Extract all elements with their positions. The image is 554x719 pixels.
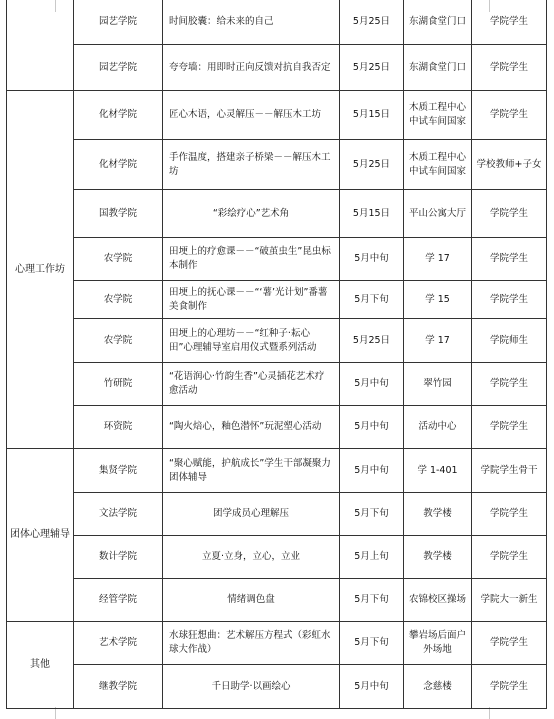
- unit-cell: 化材学院: [74, 91, 163, 140]
- table-row: [7, 363, 547, 406]
- place-cell: 翠竹园: [404, 363, 472, 406]
- unit-cell: 艺术学院: [74, 622, 163, 665]
- audience-cell: 学院学生: [472, 190, 547, 238]
- unit-cell: 农学院: [74, 238, 163, 281]
- unit-cell: 文法学院: [74, 493, 163, 536]
- activity-cell: 田埂上的疗愈课－－“破茧虫生”昆虫标本制作: [163, 238, 340, 281]
- place-cell: 东湖食堂门口: [404, 0, 472, 45]
- activity-schedule-table: [6, 0, 547, 709]
- audience-cell: 学院学生: [472, 406, 547, 449]
- audience-cell: 学院学生骨干: [472, 449, 547, 493]
- place-cell: 教学楼: [404, 493, 472, 536]
- unit-cell: 园艺学院: [74, 0, 163, 45]
- unit-cell: 化材学院: [74, 140, 163, 190]
- category-cell: [7, 0, 74, 91]
- audience-cell: 学院学生: [472, 536, 547, 579]
- audience-cell: 学院大一新生: [472, 579, 547, 622]
- audience-cell: 学院学生: [472, 281, 547, 319]
- table-row: [7, 190, 547, 238]
- table-row: [7, 536, 547, 579]
- activity-cell: “聚心赋能，护航成长”学生干部凝聚力团体辅导: [163, 449, 340, 493]
- table-row: [7, 319, 547, 363]
- place-cell: 活动中心: [404, 406, 472, 449]
- category-cell: 其他: [7, 622, 74, 709]
- place-cell: 念慈楼: [404, 665, 472, 709]
- audience-cell: 学院师生: [472, 319, 547, 363]
- date-cell: 5月下旬: [340, 622, 404, 665]
- audience-cell: 学院学生: [472, 665, 547, 709]
- unit-cell: 环资院: [74, 406, 163, 449]
- table-row: [7, 238, 547, 281]
- unit-cell: 数计学院: [74, 536, 163, 579]
- unit-cell: 竹研院: [74, 363, 163, 406]
- unit-cell: 园艺学院: [74, 45, 163, 91]
- date-cell: 5月中旬: [340, 363, 404, 406]
- table-row: [7, 140, 547, 190]
- activity-cell: 团学成员心理解压: [163, 493, 340, 536]
- date-cell: 5月上旬: [340, 536, 404, 579]
- activity-cell: 水球狂想曲：艺术解压方程式（彩虹水球大作战）: [163, 622, 340, 665]
- table-row: [7, 622, 547, 665]
- activity-cell: 夸夸墙：用即时正向反馈对抗自我否定: [163, 45, 340, 91]
- date-cell: 5月中旬: [340, 449, 404, 493]
- audience-cell: 学院学生: [472, 0, 547, 45]
- audience-cell: 学院学生: [472, 45, 547, 91]
- activity-cell: “彩绘疗心”艺术角: [163, 190, 340, 238]
- date-cell: 5月下旬: [340, 281, 404, 319]
- place-cell: 学 17: [404, 238, 472, 281]
- unit-cell: 农学院: [74, 281, 163, 319]
- audience-cell: 学院学生: [472, 363, 547, 406]
- table-row: [7, 406, 547, 449]
- table-row: [7, 281, 547, 319]
- unit-cell: 经管学院: [74, 579, 163, 622]
- place-cell: 学 17: [404, 319, 472, 363]
- place-cell: 木质工程中心中试车间国家: [404, 91, 472, 140]
- table-row: [7, 579, 547, 622]
- activity-cell: 立夏·立身，立心，立业: [163, 536, 340, 579]
- date-cell: 5月15日: [340, 190, 404, 238]
- audience-cell: 学院学生: [472, 238, 547, 281]
- activity-cell: 匠心木语，心灵解压－－解压木工坊: [163, 91, 340, 140]
- table-row: [7, 665, 547, 709]
- category-cell: 心理工作坊: [7, 91, 74, 449]
- audience-cell: 学院学生: [472, 91, 547, 140]
- activity-cell: 千日助学·以画绘心: [163, 665, 340, 709]
- date-cell: 5月25日: [340, 319, 404, 363]
- place-cell: 农锦校区操场: [404, 579, 472, 622]
- date-cell: 5月25日: [340, 0, 404, 45]
- place-cell: 木质工程中心中试车间国家: [404, 140, 472, 190]
- audience-cell: 学院学生: [472, 622, 547, 665]
- table-row: [7, 0, 547, 45]
- date-cell: 5月中旬: [340, 665, 404, 709]
- activity-cell: 手作温度，搭建亲子桥梁－－解压木工坊: [163, 140, 340, 190]
- date-cell: 5月中旬: [340, 238, 404, 281]
- place-cell: 平山公寓大厅: [404, 190, 472, 238]
- place-cell: 教学楼: [404, 536, 472, 579]
- date-cell: 5月中旬: [340, 406, 404, 449]
- activity-cell: 时间胶囊：给未来的自己: [163, 0, 340, 45]
- unit-cell: 国教学院: [74, 190, 163, 238]
- place-cell: 学 1-401: [404, 449, 472, 493]
- table-row: [7, 493, 547, 536]
- activity-cell: “花语润心·竹韵生香”心灵插花艺术疗愈活动: [163, 363, 340, 406]
- place-cell: 攀岩场后面户外场地: [404, 622, 472, 665]
- table-row: [7, 45, 547, 91]
- table-row: [7, 91, 547, 140]
- date-cell: 5月25日: [340, 140, 404, 190]
- activity-cell: 田埂上的心理坊－－“红种子·耘心田”心理辅导室启用仪式暨系列活动: [163, 319, 340, 363]
- place-cell: 东湖食堂门口: [404, 45, 472, 91]
- date-cell: 5月下旬: [340, 493, 404, 536]
- date-cell: 5月25日: [340, 45, 404, 91]
- activity-cell: “陶火焙心，釉色潜怀”玩泥塑心活动: [163, 406, 340, 449]
- activity-cell: 情绪调色盘: [163, 579, 340, 622]
- unit-cell: 继教学院: [74, 665, 163, 709]
- table-row: [7, 449, 547, 493]
- audience-cell: 学院学生: [472, 493, 547, 536]
- date-cell: 5月下旬: [340, 579, 404, 622]
- audience-cell: 学校教师+子女: [472, 140, 547, 190]
- activity-cell: 田埂上的抚心课－－“‘薯’光计划”番薯美食制作: [163, 281, 340, 319]
- place-cell: 学 15: [404, 281, 472, 319]
- date-cell: 5月15日: [340, 91, 404, 140]
- category-cell: 团体心理辅导: [7, 449, 74, 622]
- unit-cell: 农学院: [74, 319, 163, 363]
- unit-cell: 集贤学院: [74, 449, 163, 493]
